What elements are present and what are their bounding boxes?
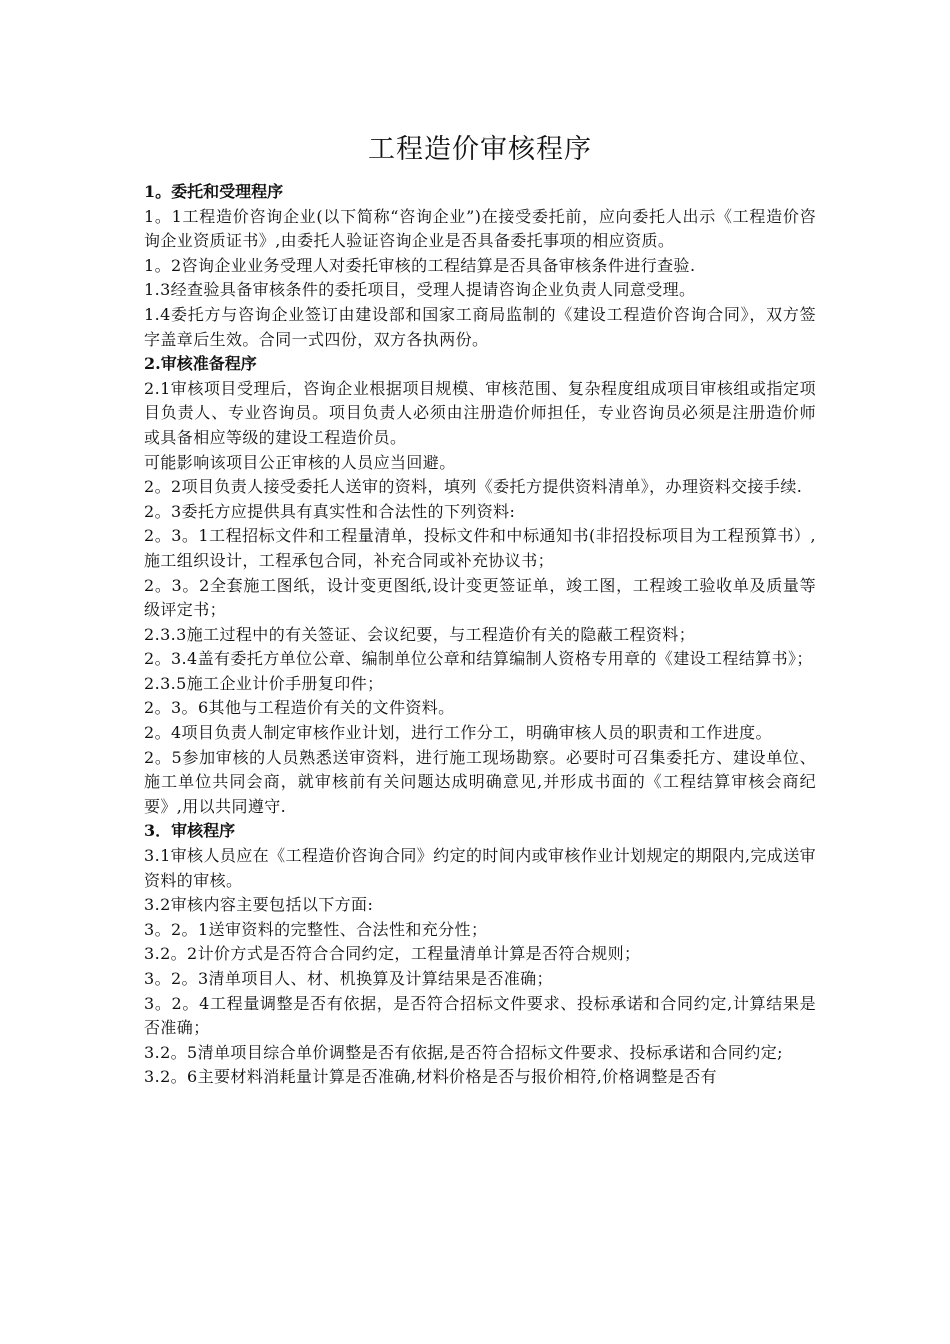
paragraph: 2。3委托方应提供具有真实性和合法性的下列资料: — [144, 501, 516, 521]
paragraph: 2。3。1工程招标文件和工程量清单，投标文件和中标通知书(非招投标项目为工程预算书）,施工组织设计，工程承包合同，补充合同或补充协议书； — [144, 526, 816, 570]
paragraph: 2.3.3施工过程中的有关签证、会议纪要，与工程造价有关的隐蔽工程资料； — [144, 624, 696, 644]
paragraph: 1。1工程造价咨询企业(以下简称“咨询企业”)在接受委托前，应向委托人出示《工程造价咨询企业资质证书》,由委托人验证咨询企业是否具备委托事项的相应资质。 — [144, 206, 816, 251]
paragraph: 3.2。6主要材料消耗量计算是否准确,材料价格是否与报价相符,价格调整是否有 — [144, 1067, 717, 1087]
paragraph: 2。2项目负责人接受委托人送审的资料，填列《委托方提供资料清单》，办理资料交接手续. — [144, 477, 803, 497]
paragraph: 3。2。4工程量调整是否有依据，是否符合招标文件要求、投标承诺和合同约定,计算结果是否准确； — [144, 993, 816, 1038]
paragraph: 3.2。2计价方式是否符合合同约定，工程量清单计算是否符合规则； — [144, 944, 641, 964]
section-heading: 1。委托和受理程序 — [144, 182, 284, 201]
paragraph: 可能影响该项目公正审核的人员应当回避。 — [144, 452, 456, 472]
paragraph: 1。2咨询企业业务受理人对委托审核的工程结算是否具备审核条件进行查验. — [144, 255, 696, 275]
paragraph: 2。4项目负责人制定审核作业计划，进行工作分工，明确审核人员的职责和工作进度。 — [144, 723, 772, 743]
paragraph: 1.4委托方与咨询企业签订由建设部和国家工商局监制的《建设工程造价咨询合同》，双方签字盖章后生效。合同一式四份，双方各执两份。 — [144, 304, 816, 349]
paragraph: 2。3.4盖有委托方单位公章、编制单位公章和结算编制人资格专用章的《建设工程结算书》； — [144, 649, 813, 669]
section-heading: 2.审核准备程序 — [144, 354, 257, 374]
paragraph: 1.3经查验具备审核条件的委托项目，受理人提请咨询企业负责人同意受理。 — [144, 280, 696, 300]
paragraph: 2。3。2全套施工图纸，设计变更图纸,设计变更签证单，竣工图，工程竣工验收单及质量等级评定书； — [144, 575, 816, 620]
document-page — [144, 128, 816, 1090]
paragraph: 3。2。3清单项目人、材、机换算及计算结果是否准确； — [144, 969, 553, 988]
document-body — [144, 180, 816, 1090]
paragraph: 2.1审核项目受理后，咨询企业根据项目规模、审核范围、复杂程度组成项目审核组或指定项目负责人、专业咨询员。项目负责人必须由注册造价师担任，专业咨询员必须是注册造价师或具备相应等级的建设工程造价员。 — [144, 378, 816, 447]
document-title: 工程造价审核程序 — [368, 134, 592, 165]
section-heading: 3．审核程序 — [144, 821, 236, 841]
paragraph: 3。2。1送审资料的完整性、合法性和充分性； — [144, 919, 488, 939]
paragraph: 2.3.5施工企业计价手册复印件； — [144, 673, 384, 693]
paragraph: 2。5参加审核的人员熟悉送审资料，进行施工现场勘察。必要时可召集委托方、建设单位、施工单位共同会商，就审核前有关问题达成明确意见,并形成书面的《工程结算审核会商纪要》,用以共同遵守. — [144, 747, 816, 816]
paragraph: 3.1审核人员应在《工程造价咨询合同》约定的时间内或审核作业计划规定的期限内,完成送审资料的审核。 — [144, 846, 816, 890]
paragraph: 3.2。5清单项目综合单价调整是否有依据,是否符合招标文件要求、投标承诺和合同约定; — [144, 1042, 783, 1062]
paragraph: 2。3。6其他与工程造价有关的文件资料。 — [144, 698, 455, 718]
paragraph: 3.2审核内容主要包括以下方面: — [144, 895, 374, 915]
